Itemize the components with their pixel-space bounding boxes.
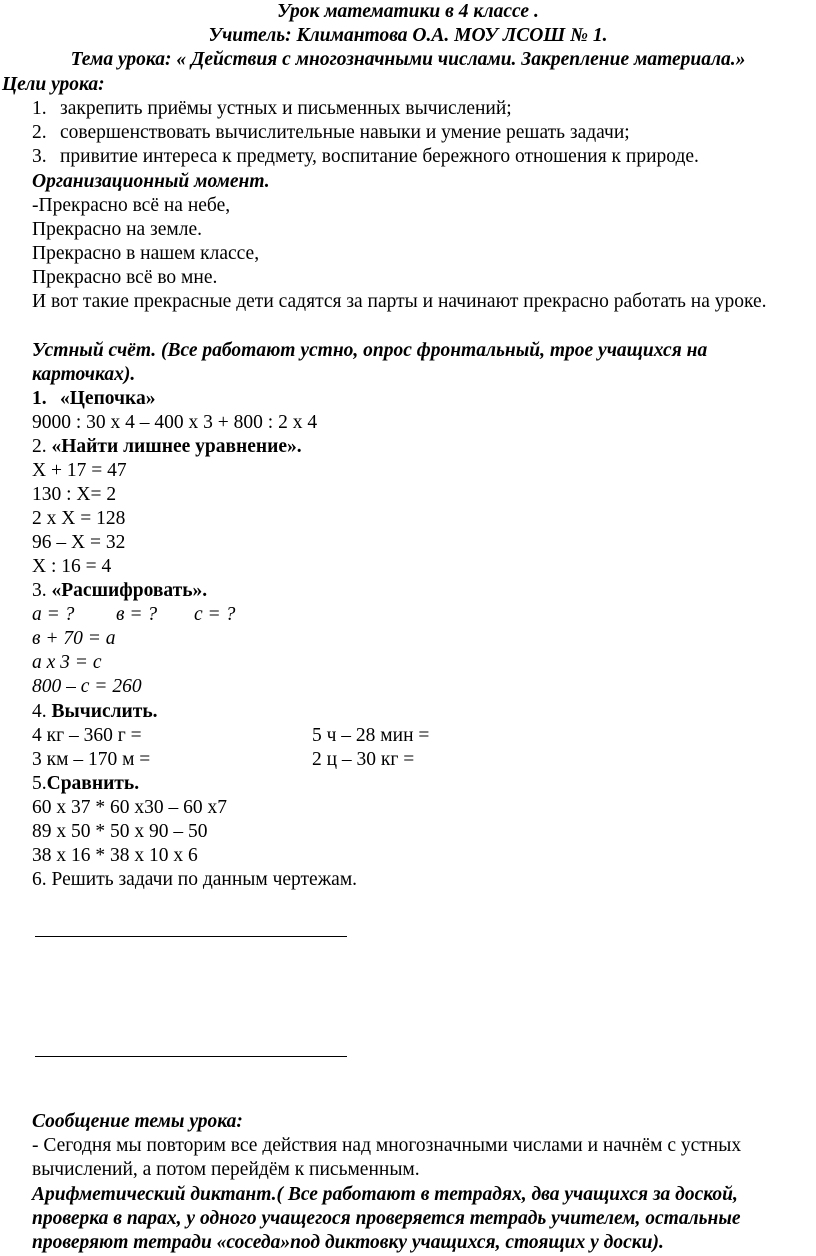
task-number: 2.	[32, 436, 52, 457]
task-3-title	[32, 579, 207, 603]
task-title: «Цепочка»	[60, 388, 156, 409]
equation: 96 – Х = 32	[32, 532, 126, 553]
task-title: Вычислить.	[51, 701, 158, 722]
comparison: 89 х 50 * 50 х 90 – 50	[32, 821, 208, 842]
unit-conversion: 3 км – 170 м =	[32, 749, 151, 770]
org-heading: Организационный момент.	[32, 171, 270, 192]
equation: Х + 17 = 47	[32, 460, 127, 481]
unit-conversion: 2 ц – 30 кг =	[312, 749, 415, 770]
goal-number: 3.	[32, 146, 47, 167]
cipher-equation: в + 70 = а	[32, 628, 116, 649]
goal-number: 2.	[32, 122, 47, 143]
topic-text: - Сегодня мы повторим все действия над многозначными числами и начнём с устных вычислений, а потом перейдём к письменным.	[32, 1135, 742, 1181]
task-2-title	[32, 435, 302, 459]
chain-expression: 9000 : 30 х 4 – 400 х 3 + 800 : 2 х 4	[32, 412, 318, 433]
lesson-topic: Тема урока: « Действия с многозначными числами. Закрепление материала.»	[70, 49, 746, 70]
goal-item	[32, 145, 699, 169]
task-number: 5.	[32, 773, 47, 794]
equation: Х : 16 = 4	[32, 556, 112, 577]
task-number: 1.	[32, 388, 47, 409]
poem-line: Прекрасно на земле.	[32, 219, 203, 240]
task-4-title	[32, 700, 158, 724]
goal-item	[32, 97, 512, 121]
cipher-equation: 800 – с = 260	[32, 676, 142, 697]
diagram-line	[35, 936, 347, 937]
task-title: Сравнить.	[46, 773, 140, 794]
cipher-equation: а х 3 = с	[32, 652, 102, 673]
goal-text: привитие интереса к предмету, воспитание бережного отношения к природе.	[60, 146, 699, 167]
task-title: «Найти лишнее уравнение».	[51, 436, 302, 457]
goals-heading: Цели урока:	[2, 74, 105, 95]
equation: 130 : Х= 2	[32, 484, 117, 505]
diagram-line	[35, 1056, 347, 1057]
comparison: 38 х 16 * 38 х 10 х 6	[32, 845, 198, 866]
equation: 2 х Х = 128	[32, 508, 126, 529]
goal-text: закрепить приёмы устных и письменных вычислений;	[60, 98, 512, 119]
variable-v: в = ?	[116, 604, 158, 625]
task-number: 3.	[32, 580, 52, 601]
task-6: 6. Решить задачи по данным чертежам.	[32, 869, 358, 890]
lesson-title: Урок математики в 4 классе .	[277, 1, 539, 22]
poem-line: -Прекрасно всё на небе,	[32, 195, 231, 216]
task-title: «Расшифровать».	[51, 580, 208, 601]
dictation-text: Арифметический диктант.( Все работают в тетрадях, два учащихся за доской, проверка в парах, у одного учащегося проверяется тетрадь учителем, остальные проверяют тетради «соседа»под диктовку учащихся, стоящих у доски).	[32, 1184, 741, 1254]
variable-c: с = ?	[194, 604, 236, 625]
comparison: 60 х 37 * 60 х30 – 60 х7	[32, 797, 227, 818]
teacher-line: Учитель: Климантова О.А. МОУ ЛСОШ № 1.	[208, 25, 608, 46]
oral-heading: Устный счёт. (Все работают устно, опрос фронтальный, трое учащихся на карточках).	[32, 340, 708, 386]
task-1-title	[32, 387, 156, 411]
variable-a: а = ?	[32, 604, 75, 625]
task-number: 4.	[32, 701, 52, 722]
goal-item	[32, 121, 630, 145]
org-text: И вот такие прекрасные дети садятся за парты и начинают прекрасно работать на уроке.	[32, 291, 767, 312]
poem-line: Прекрасно в нашем классе,	[32, 243, 260, 264]
unit-conversion: 5 ч – 28 мин =	[312, 725, 430, 746]
goal-text: совершенствовать вычислительные навыки и умение решать задачи;	[60, 122, 630, 143]
poem-line: Прекрасно всё во мне.	[32, 267, 218, 288]
topic-heading: Сообщение темы урока:	[32, 1111, 243, 1132]
task-5-title	[32, 772, 139, 796]
goal-number: 1.	[32, 98, 47, 119]
unit-conversion: 4 кг – 360 г =	[32, 725, 142, 746]
